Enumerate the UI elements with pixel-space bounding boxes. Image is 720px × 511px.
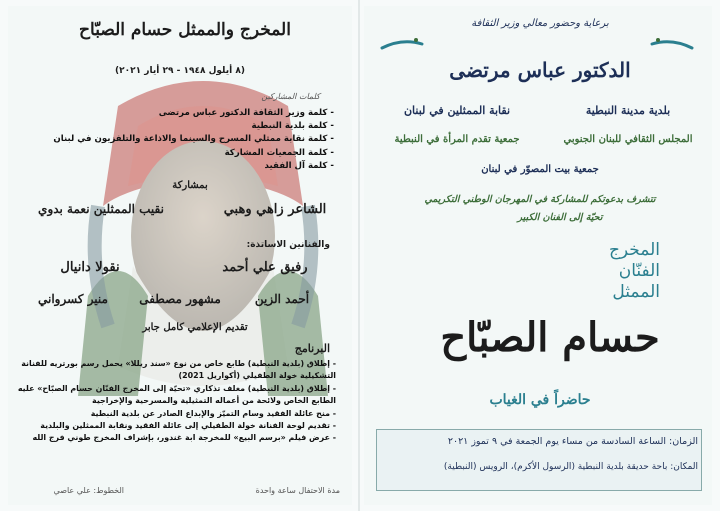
artists-heading: والفنانين الاساتذة: xyxy=(246,240,330,250)
role-actor: الممثل xyxy=(612,282,660,302)
calligraphy-credit: الخطوط: علي عاصي xyxy=(53,486,124,495)
event-duration: مدة الاحتفال ساعة واحدة xyxy=(255,486,340,495)
participant-syndic: نقيب الممثلين نعمة بدوي xyxy=(38,202,164,216)
speech-item: - كلمة نقابة ممثلي المسرح والسينما والاذاعة والتلفزيون في لبنان xyxy=(53,134,334,145)
program-heading: البرنامج xyxy=(294,342,330,355)
event-subtitle: حاضراً في الغياب xyxy=(489,392,591,408)
decor-swoosh-left xyxy=(380,36,424,52)
program-item: - منح عائلة الفقيد وسام التميّز والإبداع الصادر عن بلدية النبطية xyxy=(90,408,336,418)
speech-item: - كلمة الجمعيات المشاركة xyxy=(224,147,334,158)
invitation-line: تتشرف بدعوتكم للمشاركة في المهرجان الوطني التكريمي xyxy=(424,194,656,205)
speeches-list xyxy=(14,107,334,173)
artist-name: منير كسرواني xyxy=(38,292,108,306)
org-cultural-council: المجلس الثقافي للبنان الجنوبي xyxy=(563,134,693,145)
event-time: الزمان: الساعة السادسة من مساء يوم الجمعة في ٩ تموز ٢٠٢١ xyxy=(447,436,698,447)
minister-name: الدكتور عباس مرتضى xyxy=(449,58,631,82)
artist-name: أحمد الزين xyxy=(254,292,310,306)
speech-item: - كلمة آل الفقيد xyxy=(264,160,334,171)
org-municipality: بلدية مدينة النبطية xyxy=(585,104,671,117)
artist-name: رفيق علي أحمد xyxy=(222,260,308,275)
tribute-line: تحيّة إلى الفنان الكبير xyxy=(517,212,603,223)
event-place: المكان: باحة حديقة بلدية النبطية (الرسول الأكرم)، الرويس (النبطية) xyxy=(443,462,698,472)
participant-poet: الشاعر زاهي وهبي xyxy=(223,202,327,217)
left-title: المخرج والممثل حسام الصبّاح xyxy=(79,20,291,40)
program-item: - إطلاق (بلدية النبطية) مغلف تذكاري «تحيّة إلى المخرج الفنّان حسام الصبّاح» عليه الطابع الخاص ولائحة من أعماله التمثيلية والمسرحية والإخراجية xyxy=(17,383,336,406)
speech-item: - كلمة وزير الثقافة الدكتور عباس مرتضى xyxy=(158,108,334,118)
role-artist: الفنّان xyxy=(618,261,660,281)
speeches-heading: كلمات المشاركين xyxy=(261,92,320,101)
decor-swoosh-right xyxy=(650,36,694,52)
presenter-credit: تقديم الإعلامي كامل جابر xyxy=(142,322,248,333)
panel-divider xyxy=(358,0,360,511)
org-women-association: جمعية تقدم المرأة في النبطية xyxy=(394,134,520,145)
org-photographers: جمعية بيت المصوّر في لبنان xyxy=(481,164,599,175)
honoree-name: حسام الصبّاح xyxy=(440,314,660,361)
speech-item: - كلمة بلدية النبطية xyxy=(251,121,334,132)
patronage-line: برعاية وحضور معالي وزير الثقافة xyxy=(471,18,609,29)
honoree-roles xyxy=(570,240,660,303)
artist-name: نقولا دانيال xyxy=(60,260,120,275)
artist-name: مشهور مصطفى xyxy=(139,292,221,306)
program-list xyxy=(14,358,336,445)
program-item: - تقديم لوحة الفنانة خولة الطفيلي إلى عائلة الفقيد ونقابة الممثلين والبلدية xyxy=(40,421,336,431)
org-actors-syndicate: نقابة الممثلين في لبنان xyxy=(403,104,511,117)
program-item: - إطلاق (بلدية النبطية) طابع خاص من نوع «سند ريللا» يحمل رسم بورتريه للفنانة التشكيلية خولة الطفيلي (أكواريل 2021) xyxy=(21,359,336,381)
role-director: المخرج xyxy=(608,240,660,260)
participation-heading: بمشاركة xyxy=(172,180,208,191)
program-item: - عرض فيلم «برسم البيع» للمخرجة ابة غندور، بإشراف المخرج طوني فرج الله xyxy=(32,433,336,443)
life-dates: (٨ أيلول ١٩٤٨ - ٢٩ أيار ٢٠٢١) xyxy=(115,66,245,76)
